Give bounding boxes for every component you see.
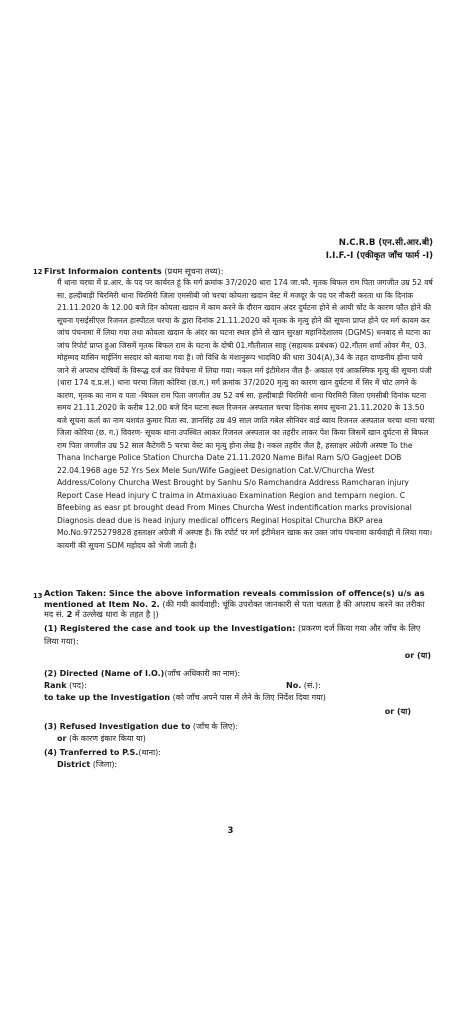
item-refused-investigation <box>44 721 238 733</box>
form-title: I.I.F.-I (एकीकृत जाँच फार्म -I) <box>325 251 433 261</box>
item4-hindi: (थाना): <box>138 748 161 757</box>
district-hindi: (जिला): <box>90 760 118 769</box>
action-taken-english: Action Taken: Since the above information reveals commission of offence(s) u/s as mentioned at Item No. 2. <box>44 588 425 609</box>
refused-or-reason <box>57 733 146 745</box>
or3-english: or <box>57 734 67 743</box>
item2-english: (2) Directed (Name of I.O.) <box>44 669 165 678</box>
number-label <box>286 680 321 692</box>
item3-english: (3) Refused Investigation due to <box>44 722 191 731</box>
or3-hindi: (के कारण इंकार किया या) <box>66 734 146 743</box>
page-number: 3 <box>227 826 234 836</box>
or-option-2: or (या) <box>384 707 411 716</box>
item3-hindi: (जाँच के लिए): <box>190 722 239 731</box>
rank-english: Rank <box>44 681 67 690</box>
take-up-english: to take up the Investigation <box>44 693 171 702</box>
take-up-hindi: (को जाँच अपने पास में लेने के लिए निर्देश दिया गया) <box>170 693 326 702</box>
item-number-ref: 2 <box>66 609 73 619</box>
section-number-13: 13 <box>33 592 43 600</box>
section-number-12: 12 <box>33 268 43 276</box>
item2-hindi: (जाँच अधिकारी का नाम): <box>164 669 241 678</box>
item1-english: (1) Registered the case and took up the Investigation: <box>44 623 296 633</box>
heading-english: First Informaion contents <box>44 266 162 276</box>
district-english: District <box>57 760 91 769</box>
ncrb-header: N.C.R.B (एन.सी.आर.बी) <box>338 238 433 248</box>
number-english: No. <box>286 681 302 690</box>
take-up-investigation <box>44 692 326 704</box>
rank-label <box>44 680 87 692</box>
item-directed-io <box>44 668 240 680</box>
action-taken-statement <box>44 588 430 620</box>
item4-english: (4) Tranferred to P.S. <box>44 748 139 757</box>
or-option-1: or (या) <box>404 651 431 660</box>
item-transferred-ps <box>44 747 161 759</box>
first-information-heading <box>44 265 430 278</box>
number-hindi: (सं.): <box>301 681 321 690</box>
action-taken-hindi-a: (की गयी कार्यवाही: चूंकि उपरोक्त जानकारी से पता चलता है की अपराध करने का तरीका मद सं. <box>44 598 425 619</box>
district-label <box>57 759 117 771</box>
heading-hindi: (प्रथम सूचना तथ्य): <box>161 266 224 276</box>
first-information-text: मैं थाना चरचा में प्र.आर. के पद पर कार्यरत हूं कि मर्ग क्रमांक 37/2020 धारा 174 जा.फौ. मृतक बिफल राम पिता जगजीत उम्र 52 वर्ष सा. हल्दीबाड़ी चिरमिरी थाना चिरमिरी जिला एमसीबी जो चरचा कोयला खदान वेस्ट में मजदूर के पद पर नौकरी करता था कि दिनांक 21.11.2020 के 12.00 बजे दिन कोयला खदान में काम करने के दौरान खदान अंदर दुर्घटना होने से आयी चोंट के कारण फौत होने की सूचना एसईसीएल रिजनल हास्पीटल चरचा के द्वारा दिनांक 21.11.2020 को मृतक के मृत्यु होने की सूचना प्राप्त होने पर मर्ग कायम कर जांच पंचनामा में लिया गया तथा कोयला खदान के अंदर का घटना स्थल होने से खान सुरक्षा महानिदेशालय (DGMS) धनबाद से घटना का जांच रिपोर्ट प्राप्त हुआ जिसमें मृतक बिफल राम के घटना के दोषी 01.गौतीलाल साहू (सहायक प्रबंधक) 02.गौतम शर्मा ओवर मैन, 03. मोहम्मद यासिन माईनिंग सरदार को बताया गया है। जो विधि के मंशानुरूप भादवि0 की धारा 304(A),34 के तहत दाण्डनीय होना पाये जाने से अपराध दोषियों के विरूद्ध दर्ज कर विवेचना में लिया गया। नकल मर्ग इंटीमेशन जैल है- अकाल एवं आकस्मिक मृत्यु की सूचना पंजी (धारा 174 द.प्र.सं.) थाना चरचा जिला कोरिया (छ.ग.) मर्ग क्रमांक 37/2020 मृत्यु का कारण खान दुर्घटना में सिर में चोट लगने के कारण, मृतक का नाम व पता -बिफल राम पिता जगजीत उम्र 52 वर्ष सा. हल्दीबाड़ी चिरमिरी थाना चिरमिरी जिला एमसीबी दिनांक घटना समय 21.11.2020 के करीब 12.00 बजे दिन घटना स्थल रिजनल अस्पताल चरचा दिनांक समय सूचना 21.11.2020 के 13.50 बजे सूचना कर्ता का नाम यशवंत कुमार पिता स्व. ज्ञानसिंह उम्र 49 साल जाति गबेल सीनियर वार्ड ब्वाय रिजनल अस्पताल चरचा थाना चरचा जिला कोरिया (छ. ग.) विवरण- सूचक थाना उपस्थित आकर रिजनल अस्पताल का तहरीर लाकर पेश किया जिसमें खान दुर्घटना से बिफल राम पिता जगजीत उम्र 52 साल कैटेगरी 5 चरचा वेस्ट का मृत्यु होना लेख है। नकल तहरीर जैल है, हस्ताक्षर अंग्रेजी अस्पष्ट To the Thana Incharge Police Station Churcha Date 21.11.2020 Name Bifal Ram S/O Gagjeet DOB 22.04.1968 age 52 Yrs Sex Mele Sun/Wife Gagjeet Designation Cat.V/Churcha West Address/Colony Churcha West Brought by Sanhu S/o Ramchandra Address Ramcharan injury Report Case Head injury C traima in Atmaxiuao Examination Region and temparn negion. C Bfeebing as easr pt brought dead From Mines Churcha West indentification marks provisional Diagnosis dead due is head injury medical officers Reginal Hospital Churcha BKP area Mo.No.9725279828 हस्ताक्षर अंग्रेजी में अस्पष्ट है। कि रपोर्ट पर मर्ग इंटीमेशन खाक कर उक्त जांच पंचनामा कार्यवाही में लिया गया। कायमी की सूचना SDM महोदय को भेजी जाती है। <box>57 278 435 550</box>
action-taken-hindi-c: में उल्लेख धारा के तहत है |) <box>72 609 159 619</box>
item1-hindi: (प्रकरण दर्ज किया गया और जाँच के लिए लिया गया): <box>44 623 421 646</box>
item-registered-case <box>44 622 430 647</box>
rank-hindi: (पद): <box>66 681 87 690</box>
